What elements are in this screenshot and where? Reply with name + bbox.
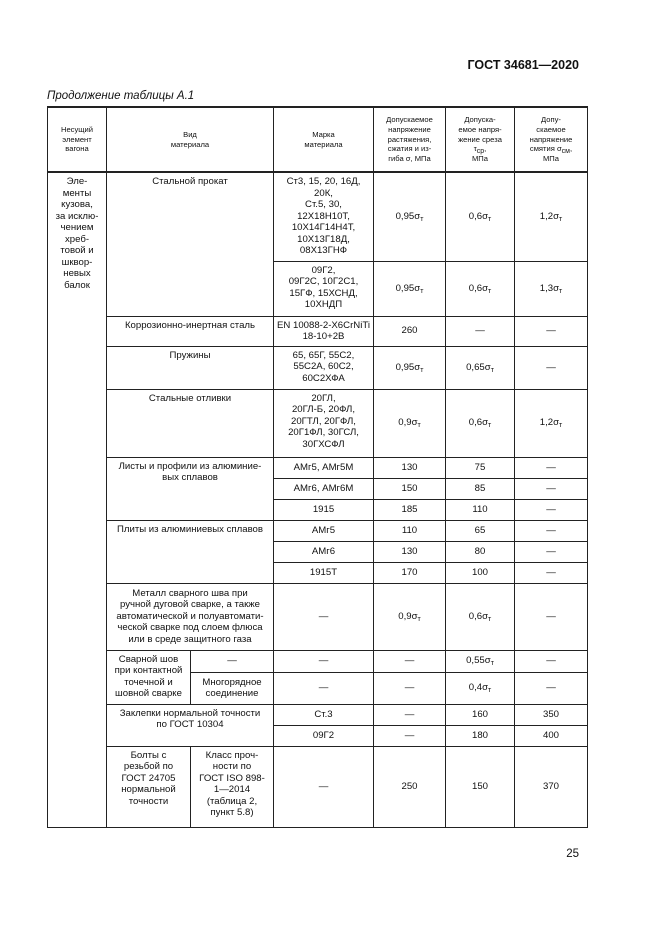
tension-castings: $0,9\sigma_т$ [374, 389, 446, 457]
crush-weld-seam-b: — [515, 672, 588, 704]
tension-alu-sheets-2: 150 [374, 478, 446, 499]
shear-weld-seam-a: $0,55\sigma_т$ [446, 650, 515, 672]
crush-alu-plates-2: — [515, 541, 588, 562]
subkind-weld-seam-a: — [191, 650, 274, 672]
kind-weld-seam: Сварной шов при контактной точечной и шовной сварке [107, 650, 191, 704]
kind-steel-roll: Стальной прокат [107, 172, 274, 316]
grade-alu-plates-3: 1915Т [274, 562, 374, 583]
crush-alu-plates-3: — [515, 562, 588, 583]
element-cell: Эле- менты кузова, за исклю- чением хреб- товой и шквор- невых балок [48, 172, 107, 827]
tension-steel-roll-a: $0,95\sigma_т$ [374, 172, 446, 261]
materials-table [47, 106, 588, 828]
col-header-shear: Допуска- емое напря- жение среза $\tau_{ср}$, МПа [446, 107, 515, 172]
col-header-tension: Допускаемое напряжение растяжения, сжатия и из- гиба σ, МПа [374, 107, 446, 172]
grade-steel-roll-b: 09Г2, 09Г2С, 10Г2С1, 15ГФ, 15ХСНД, 10ХНДП [274, 261, 374, 316]
page-number: 25 [566, 848, 579, 860]
shear-castings: $0,6\sigma_т$ [446, 389, 515, 457]
tension-weld-seam-b: — [374, 672, 446, 704]
kind-weld-metal: Металл сварного шва при ручной дуговой сварке, а также автоматической и полуавтомати- ческой сварке под слоем флюса или в среде защитного газа [107, 583, 274, 650]
crush-corrosion-steel: — [515, 316, 588, 346]
crush-steel-roll-b: $1,3\sigma_т$ [515, 261, 588, 316]
grade-alu-sheets-1: АМг5, АМг5М [274, 457, 374, 478]
crush-alu-sheets-3: — [515, 499, 588, 520]
kind-castings: Стальные отливки [107, 389, 274, 457]
crush-springs: — [515, 346, 588, 389]
crush-alu-sheets-1: — [515, 457, 588, 478]
tension-alu-plates-1: 110 [374, 520, 446, 541]
tension-weld-seam-a: — [374, 650, 446, 672]
crush-rivets-2: 400 [515, 725, 588, 746]
grade-bolts: — [274, 746, 374, 827]
tension-alu-sheets-1: 130 [374, 457, 446, 478]
crush-weld-metal: — [515, 583, 588, 650]
shear-alu-plates-2: 80 [446, 541, 515, 562]
col-header-grade: Марка материала [274, 107, 374, 172]
tension-alu-sheets-3: 185 [374, 499, 446, 520]
grade-alu-plates-1: АМг5 [274, 520, 374, 541]
shear-rivets-1: 160 [446, 704, 515, 725]
grade-castings: 20ГЛ, 20ГЛ-Б, 20ФЛ, 20ГТЛ, 20ГФЛ, 20Г1ФЛ, 30ГСЛ, 30ГХСФЛ [274, 389, 374, 457]
crush-bolts: 370 [515, 746, 588, 827]
shear-alu-plates-3: 100 [446, 562, 515, 583]
tension-alu-plates-2: 130 [374, 541, 446, 562]
kind-bolts: Болты с резьбой по ГОСТ 24705 нормальной точности [107, 746, 191, 827]
shear-steel-roll-a: $0,6\sigma_т$ [446, 172, 515, 261]
shear-alu-sheets-2: 85 [446, 478, 515, 499]
tension-weld-metal: $0,9\sigma_т$ [374, 583, 446, 650]
col-header-element: Несущий элемент вагона [48, 107, 107, 172]
grade-steel-roll-a: Ст3, 15, 20, 16Д, 20К, Ст.5, 30, 12Х18Н10Т, 10Х14Г14Н4Т, 10Х13Г18Д, 08Х13ГНФ [274, 172, 374, 261]
crush-castings: $1,2\sigma_т$ [515, 389, 588, 457]
grade-weld-seam-a: — [274, 650, 374, 672]
kind-springs: Пружины [107, 346, 274, 389]
crush-alu-plates-1: — [515, 520, 588, 541]
subkind-weld-seam-b: Многорядное соединение [191, 672, 274, 704]
kind-alu-plates: Плиты из алюминиевых сплавов [107, 520, 274, 583]
shear-rivets-2: 180 [446, 725, 515, 746]
tension-springs: $0,95\sigma_т$ [374, 346, 446, 389]
crush-alu-sheets-2: — [515, 478, 588, 499]
shear-corrosion-steel: — [446, 316, 515, 346]
tension-rivets-2: — [374, 725, 446, 746]
col-header-crush: Допу- скаемое напряжение смятия $\sigma_{см}$, МПа [515, 107, 588, 172]
kind-corrosion-steel: Коррозионно-инертная сталь [107, 316, 274, 346]
shear-steel-roll-b: $0,6\sigma_т$ [446, 261, 515, 316]
kind-alu-sheets: Листы и профили из алюминие- вых сплавов [107, 457, 274, 520]
subkind-bolts: Класс проч- ности по ГОСТ ISO 898- 1—2014 (таблица 2, пункт 5.8) [191, 746, 274, 827]
grade-rivets-1: Ст.3 [274, 704, 374, 725]
shear-bolts: 150 [446, 746, 515, 827]
document-id: ГОСТ 34681—2020 [467, 58, 579, 72]
tension-alu-plates-3: 170 [374, 562, 446, 583]
grade-springs: 65, 65Г, 55С2, 55С2А, 60С2, 60С2ХФА [274, 346, 374, 389]
tension-rivets-1: — [374, 704, 446, 725]
shear-alu-sheets-1: 75 [446, 457, 515, 478]
shear-weld-seam-b: $0,4\sigma_т$ [446, 672, 515, 704]
shear-weld-metal: $0,6\sigma_т$ [446, 583, 515, 650]
grade-weld-seam-b: — [274, 672, 374, 704]
grade-corrosion-steel: EN 10088-2-X6CrNiTi 18-10+2B [274, 316, 374, 346]
grade-alu-sheets-2: АМг6, АМг6М [274, 478, 374, 499]
shear-alu-sheets-3: 110 [446, 499, 515, 520]
grade-weld-metal: — [274, 583, 374, 650]
tension-steel-roll-b: $0,95\sigma_т$ [374, 261, 446, 316]
crush-steel-roll-a: $1,2\sigma_т$ [515, 172, 588, 261]
tension-bolts: 250 [374, 746, 446, 827]
crush-rivets-1: 350 [515, 704, 588, 725]
grade-alu-plates-2: АМг6 [274, 541, 374, 562]
col-header-kind: Вид материала [107, 107, 274, 172]
grade-rivets-2: 09Г2 [274, 725, 374, 746]
kind-rivets: Заклепки нормальной точности по ГОСТ 10304 [107, 704, 274, 746]
crush-weld-seam-a: — [515, 650, 588, 672]
tension-corrosion-steel: 260 [374, 316, 446, 346]
shear-springs: $0,65\sigma_т$ [446, 346, 515, 389]
table-caption: Продолжение таблицы А.1 [47, 90, 195, 102]
grade-alu-sheets-3: 1915 [274, 499, 374, 520]
shear-alu-plates-1: 65 [446, 520, 515, 541]
